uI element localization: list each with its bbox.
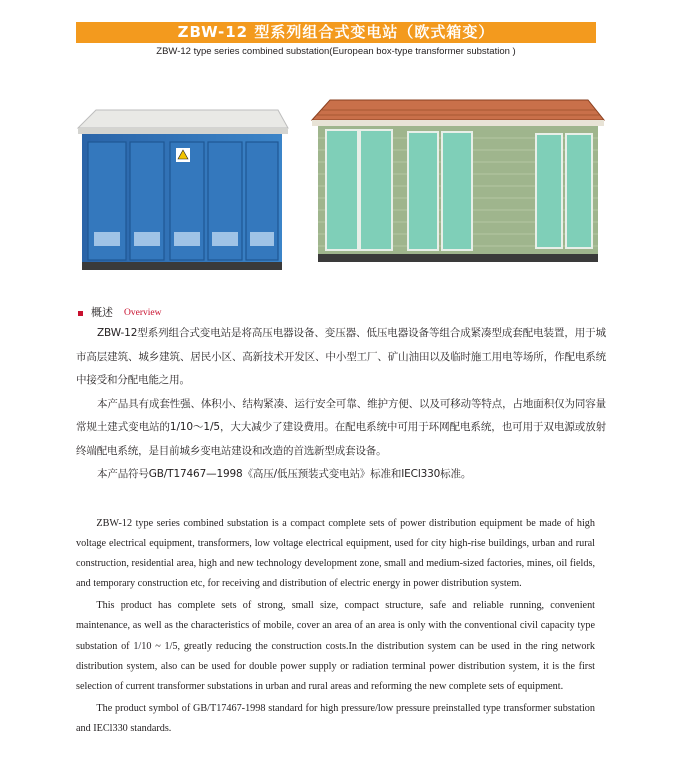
cn-paragraph: 本产品符号GB/T17467—1998《高压/低压预装式变电站》标准和IECl330标准。 (97, 468, 472, 480)
en-paragraph: ZBW-12 type series combined substation is a compact complete sets of power distribution equipment be made of high voltage electrical equipment, transformers, low voltage electrical equipment, used for city high-rise buildings, urban and rural construction, residential area, high and new technology development zone, small and medium-sized factories, mines, oil fields, and temporary construction etc, for receiving and distribution of electric energy in power distribution system. (76, 518, 595, 590)
blue-substation-image (74, 104, 292, 272)
page-title: ZBW-12 型系列组合式变电站（欧式箱变） (76, 22, 596, 43)
en-paragraph: The product symbol of GB/T17467-1998 standard for high pressure/low pressure preinstalled type transformer substation and IECl330 standards. (76, 702, 595, 734)
cn-paragraph: 本产品具有成套性强、体积小、结构紧凑、运行安全可靠、维护方便、以及可移动等特点，占地面积仅为同容量常规土建式变电站的1/10～1/5，大大减少了建设费用。在配电系统中可用于环网配电系统，也可用于双电源或放射终端配电系统，是目前城乡变电站建设和改造的首选新型成套设备。 (76, 397, 606, 457)
en-paragraph: This product has complete sets of strong, small size, compact structure, safe and reliable running, convenient maintenance, as well as the characteristics of mobile, cover an area of an area is only with the conventional civil capacity type substation of 1/10 ~ 1/5, greatly reducing the construction costs.In the distribution system can be used in the ring network distribution system, also can be used for double power supply or radiation terminal power distribution system, it is the first selection of current transformer substations in urban and rural areas and reforming the new complete sets of equipment. (76, 600, 595, 692)
overview-label-en: Overview (124, 308, 162, 318)
cn-paragraph: ZBW-12型系列组合式变电站是将高压电器设备、变压器、低压电器设备等组合成紧凑型成套配电装置，用于城市高层建筑、城乡建筑、居民小区、高新技术开发区、中小型工厂、矿山油田以及临时施工用电等场所，作配电系统中接受和分配电能之用。 (76, 327, 606, 386)
bullet-icon (78, 311, 83, 316)
overview-english-text (76, 514, 595, 739)
page-subtitle: ZBW-12 type series combined substation(European box-type transformer substation ) (156, 46, 516, 57)
green-substation-image (308, 94, 606, 266)
overview-label-cn: 概述 (91, 306, 113, 319)
overview-heading (78, 306, 161, 320)
overview-chinese-text (76, 322, 606, 487)
